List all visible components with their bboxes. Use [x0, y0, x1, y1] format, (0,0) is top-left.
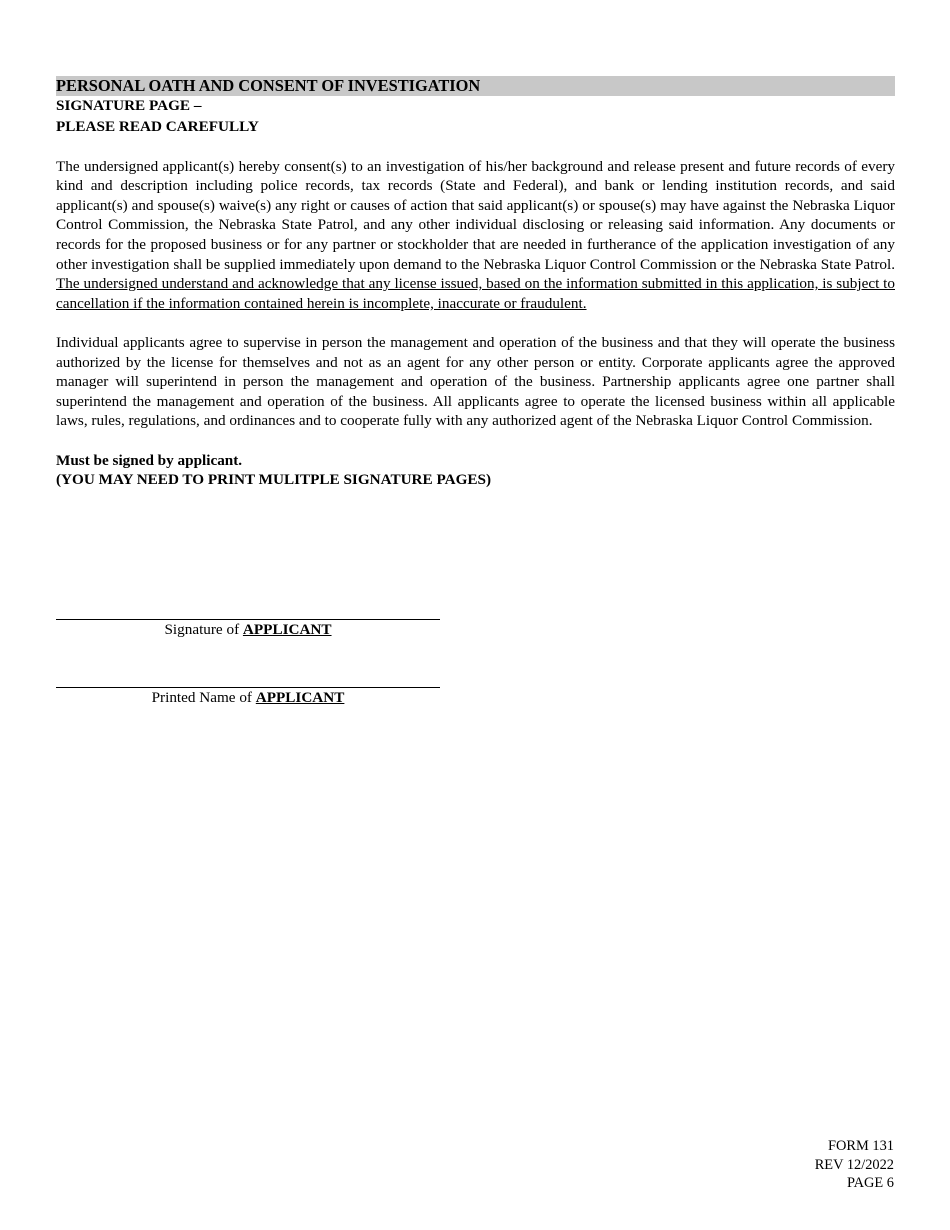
printed-name-field[interactable]	[56, 687, 440, 707]
section-title: PERSONAL OATH AND CONSENT OF INVESTIGATION	[56, 76, 895, 96]
spacer	[56, 137, 895, 157]
spacer	[56, 431, 895, 451]
form-number: FORM 131	[828, 1138, 894, 1154]
form-revision: REV 12/2022	[814, 1156, 894, 1173]
document-page	[56, 76, 895, 490]
consent-paragraph	[56, 157, 895, 314]
consent-text: The undersigned applicant(s) hereby consent(s) to an investigation of his/her background and release present and future records of every kind and description including police records, tax records (State and Federal), and bank or lending institution records, and said applicant(s) and spouse(s) waive(s) any right or causes of action that said applicant(s) or spouse(s) may have against the Nebraska Liquor Control Commission, the Nebraska State Patrol, and any other individual disclosing or releasing said information. Any documents or records for the proposed business or for any partner or stockholder that are needed in furtherance of the application investigation of any other investigation shall be supplied immediately upon demand to the Nebraska Liquor Control Commission or the Nebraska State Patrol.	[56, 157, 895, 273]
must-sign-instruction: Must be signed by applicant.	[56, 451, 243, 469]
spacer	[56, 313, 895, 333]
signature-label-role: APPLICANT	[242, 621, 332, 638]
form-footer	[815, 1137, 894, 1193]
consent-acknowledgement-text: The undersigned understand and acknowledge that any license issued, based on the information submitted in this application, is subject to cancellation if the information contained herein is incomplete, inaccurate or fraudulent.	[56, 275, 895, 312]
print-multiple-instruction: (YOU MAY NEED TO PRINT MULITPLE SIGNATURE PAGES)	[56, 471, 492, 489]
page-number: PAGE 6	[846, 1175, 894, 1192]
printed-name-label-role: APPLICANT	[255, 689, 345, 706]
signature-field[interactable]	[56, 619, 440, 639]
subtitle-read-carefully: PLEASE READ CAREFULLY	[56, 117, 259, 135]
signature-label	[56, 620, 440, 639]
agreement-paragraph: Individual applicants agree to supervise in person the management and operation of the business and that they will operate the business authorized by the license for themselves and not as an agent for any other person or entity. Corporate applicants agree the approved manager will superintend in person the management and operation of the business. Partnership applicants agree one partner shall superintend the management and operation of the business. All applicants agree to operate the licensed business within all applicable laws, rules, regulations, and ordinances and to cooperate fully with any authorized agent of the Nebraska Liquor Control Commission.	[56, 333, 895, 430]
printed-name-label-prefix: Printed Name of	[151, 689, 256, 706]
subtitle-signature-page: SIGNATURE PAGE –	[56, 97, 202, 114]
printed-name-label	[56, 688, 440, 707]
signature-label-prefix: Signature of	[164, 621, 243, 638]
